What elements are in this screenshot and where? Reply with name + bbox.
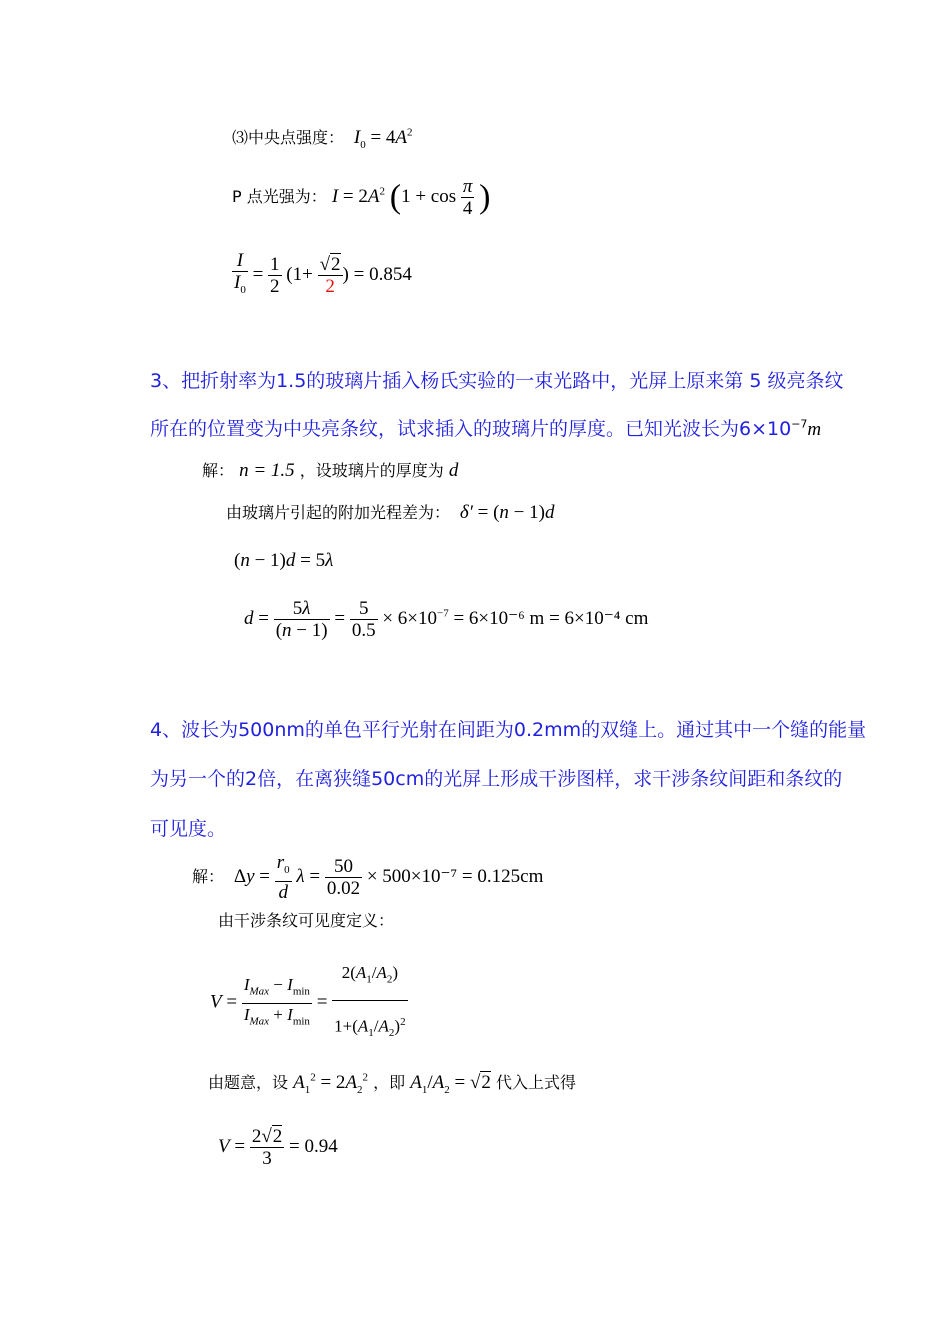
q3-line2-unit: m xyxy=(807,419,822,440)
q4-sol-label: 解： xyxy=(192,866,225,886)
q4-given-label: 由题意，设 xyxy=(208,1073,289,1092)
q3-sol-label: 解： xyxy=(202,461,235,480)
q3-solution-intro xyxy=(202,458,458,482)
p-intensity-formula: $I = 2A^2$ (1 + cos $\frac{\pi}{4}$ ) xyxy=(331,176,491,219)
q3-condition-formula: (n − 1)d = 5λ xyxy=(234,550,334,571)
q3-sol-text: ，设玻璃片的厚度为 xyxy=(299,461,444,480)
p-intensity-label: P 点光强为： xyxy=(232,187,327,206)
q3-thickness-formula: d = $\frac{5\lambda}{(n - 1)}$ = $\frac{5}{0.5}$ × $6\times 10^{-7} = 6\times 10^{-6}$ m = 6×10⁻⁴ cm xyxy=(244,598,649,641)
q4-line2: 为另一个的2倍，在离狭缝50cm的光屏上形成干涉图样，求干涉条纹间距和条纹的 xyxy=(150,768,843,790)
q4-given-eq1: $A_1^2 = 2A_2^2$ xyxy=(293,1071,369,1096)
q4-visibility-result: = 0.94 xyxy=(289,1135,338,1157)
q3-line2 xyxy=(150,414,821,441)
q4-line3: 可见度。 xyxy=(150,818,227,840)
q4-visibility-result-formula: V = $\frac{2√2}{3}$ = 0.94 xyxy=(218,1126,338,1169)
center-intensity-label: ⑶中央点强度： xyxy=(232,128,345,147)
q4-fringe-spacing-line xyxy=(192,852,543,903)
p-intensity-line xyxy=(232,176,490,219)
q4-given-eq2: $A_1/A_2 = √2$ xyxy=(410,1072,491,1096)
q3-thickness-result: = 6×10⁻⁶ m = 6×10⁻⁴ cm xyxy=(453,607,649,629)
center-intensity-line xyxy=(232,125,413,151)
q4-fringe-formula: Δy = $\frac{r_0}{d}$ λ = $\frac{50}{0.02}$ × 500×10⁻⁷ = 0.125cm xyxy=(229,852,544,903)
q4-given-end: 代入上式得 xyxy=(496,1073,577,1092)
q4-given-mid: ，即 xyxy=(373,1073,406,1092)
q4-given-line xyxy=(208,1070,576,1096)
intensity-ratio-result: = 0.854 xyxy=(353,263,412,285)
q3-sol-n: n = 1.5 xyxy=(239,460,295,481)
q3-line1: 3、把折射率为1.5的玻璃片插入杨氏实验的一束光路中，光屏上原来第 5 级亮条纹 xyxy=(150,370,844,392)
q3-line2-text: 所在的位置变为中央亮条纹，试求插入的玻璃片的厚度。已知光波长为6×10 xyxy=(150,418,792,440)
q4-fringe-result: × 500×10⁻⁷ = 0.125cm xyxy=(366,865,544,887)
q4-line1: 4、波长为500nm的单色平行光射在间距为0.2mm的双缝上。通过其中一个缝的能量 xyxy=(150,719,867,741)
q3-line2-exp: −7 xyxy=(791,417,808,431)
q3-opd-formula: δ′ = (n − 1)d xyxy=(459,502,555,523)
q3-opd-line xyxy=(226,500,554,524)
intensity-ratio-formula: $\frac{I}{I_0}$ = $\frac{1}{2}$ (1+ $\frac{√2}{2}$ ) = 0.854 xyxy=(234,250,412,297)
q4-visibility-label: 由干涉条纹可见度定义： xyxy=(218,911,395,930)
q3-opd-label: 由玻璃片引起的附加光程差为： xyxy=(226,503,451,522)
center-intensity-formula: $I_0 = 4A^2$ xyxy=(353,126,413,151)
q4-visibility-formula: V = $\frac{I_{Max} - I_{min}}{I_{Max} + I_{min}}$ = $\frac{2(A_1/A_2)}{1+(A_1/A_2)^2}$ xyxy=(210,952,408,1054)
q3-sol-d: d xyxy=(448,460,459,481)
